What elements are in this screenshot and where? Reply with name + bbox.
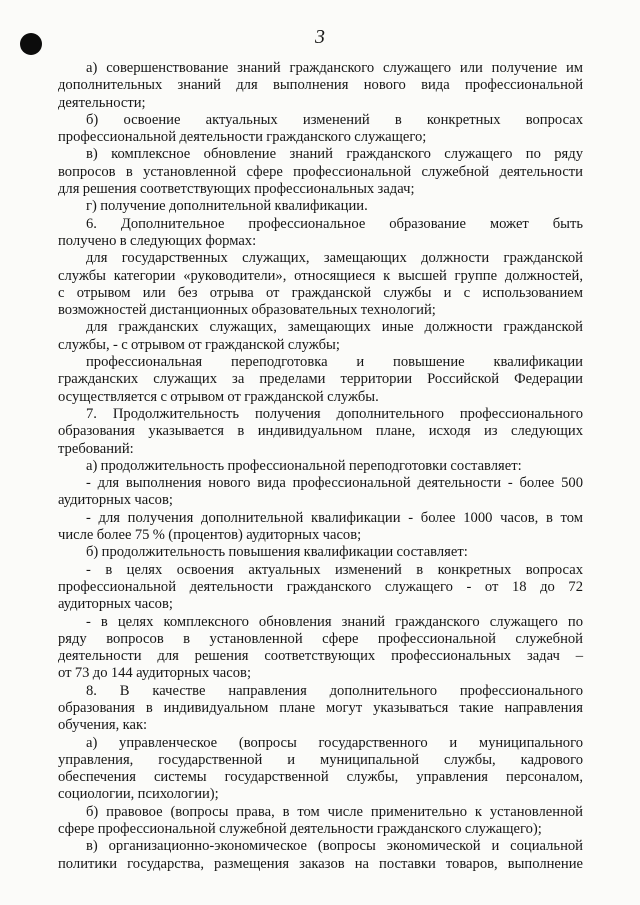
text-line: политики государства, размещения заказов на поставки товаров, выполнение [58,855,583,872]
text-line: для государственных служащих, замещающих должности гражданской [86,250,583,267]
text-line: получено в следующих формах: [58,232,257,249]
text-line: образования в индивидуальном плане могут указываться такие направления [58,699,583,716]
text-line: 6. Дополнительное профессиональное образование может быть [86,215,583,232]
text-line: осуществляется с отрывом от гражданской службы. [58,388,379,405]
text-line: обеспечения системы государственной службы, управления персоналом, [58,769,583,786]
text-line: - в целях освоения актуальных изменений в конкретных вопросах [86,561,583,578]
text-line: - для выполнения нового вида профессиональной деятельности - более 500 [86,475,583,492]
punch-hole-mark [20,33,42,55]
text-line: б) правовое (вопросы права, в том числе применительно к установленной [86,803,583,820]
text-line: в) комплексное обновление знаний гражданского служащего по ряду [86,146,583,163]
text-line: социологии, психологии); [58,786,219,803]
text-line: а) управленческое (вопросы государственного и муниципального [86,734,583,751]
text-line: вопросов в установленной сфере профессиональной служебной деятельности [58,163,583,180]
text-line: б) продолжительность повышения квалификации составляет: [86,544,468,561]
text-line: образования указывается в индивидуальном плане, исходя из следующих [58,423,583,440]
text-line: службы, - с отрывом от гражданской службы; [58,336,340,353]
document-body [58,60,583,873]
page-number: 3 [315,26,325,48]
text-line: с отрывом или без отрыва от гражданской службы и с использованием [58,284,583,301]
text-line: дополнительных знаний для выполнения нового вида профессиональной [58,77,583,94]
text-line: службы категории «руководители», относящиеся к высшей группе должностей, [58,267,583,284]
text-line: гражданских служащих за пределами территории Российской Федерации [58,371,583,388]
text-line: деятельности для решения соответствующих профессиональных задач – [58,648,583,665]
text-line: от 73 до 144 аудиторных часов; [58,665,252,682]
text-line: - для получения дополнительной квалификации - более 1000 часов, в том [86,509,583,526]
text-line: деятельности; [58,94,146,111]
text-line: а) продолжительность профессиональной переподготовки составляет: [86,457,522,474]
text-line: профессиональной деятельности гражданского служащего; [58,129,427,146]
text-line: г) получение дополнительной квалификации. [86,198,368,215]
text-line: 8. В качестве направления дополнительного профессионального [86,682,583,699]
text-line: сфере профессиональной служебной деятельности гражданского служащего); [58,821,542,838]
text-line: обучения, как: [58,717,148,734]
text-line: в) организационно-экономическое (вопросы экономической и социальной [86,838,583,855]
text-line: аудиторных часов; [58,492,173,509]
text-line: для гражданских служащих, замещающих иные должности гражданской [86,319,583,336]
text-line: управления, государственной и муниципальной службы, кадрового [58,751,583,768]
text-line: ряду вопросов в установленной сфере профессиональной служебной [58,630,583,647]
text-line: аудиторных часов; [58,596,173,613]
text-line: профессиональной деятельности гражданского служащего - от 18 до 72 [58,578,583,595]
text-line: для решения соответствующих профессиональных задач; [58,181,415,198]
text-line: а) совершенствование знаний гражданского служащего или получение им [86,60,583,76]
text-line: б) освоение актуальных изменений в конкретных вопросах [86,111,583,128]
text-line: профессиональная переподготовка и повышение квалификации [86,354,583,371]
text-line: требований: [58,440,134,457]
text-line: возможностей дистанционных образовательных технологий; [58,302,436,319]
text-line: 7. Продолжительность получения дополнительного профессионального [86,405,583,422]
text-line: - в целях комплексного обновления знаний гражданского служащего по [86,613,583,630]
text-line: числе более 75 % (процентов) аудиторных часов; [58,527,362,544]
